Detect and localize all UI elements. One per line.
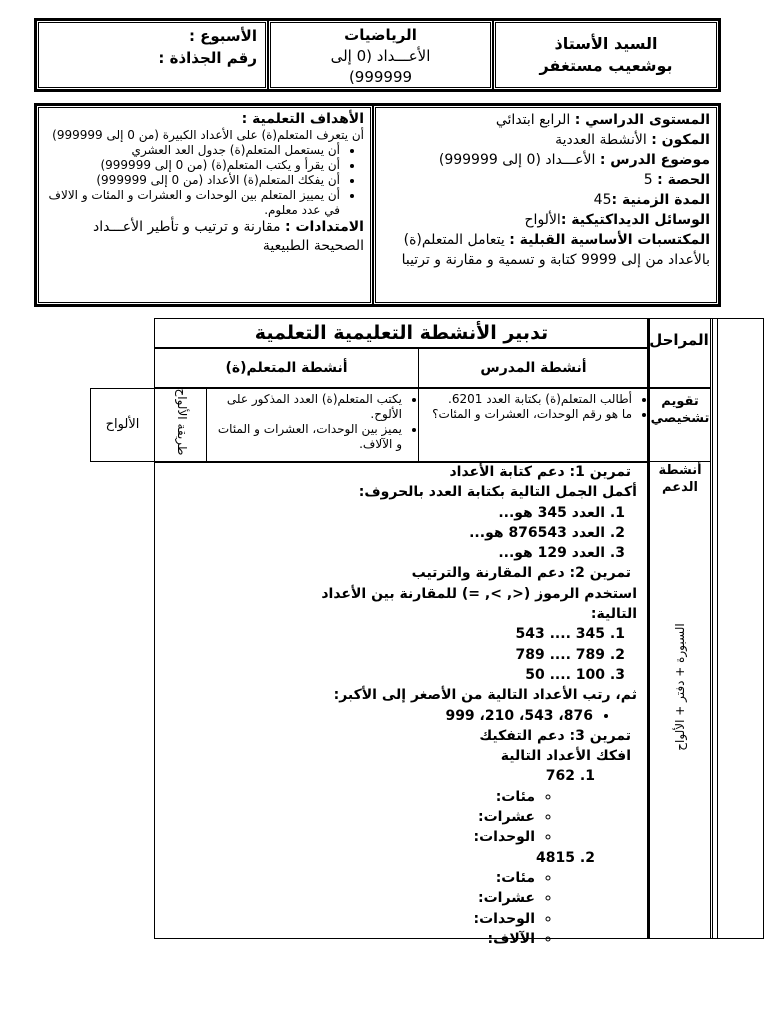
level-label: المستوى الدراسي : [574, 112, 710, 128]
prereq-label: المكتسبات الأساسية القبلية : [509, 232, 710, 248]
list-item: ◦ عشرات: [300, 888, 535, 908]
ex1-title: تمرين 1: دعم كتابة الأعداد [449, 464, 631, 480]
list-item [300, 766, 575, 847]
ex3-list [300, 766, 645, 949]
teacher-name: السيد الأستاذ بوشعيب مستغفر [493, 20, 719, 90]
learner-activities-row1 [206, 388, 419, 462]
tools-cell-row2 [650, 600, 710, 800]
ex2-instruction: استخدم الرموز (<, >, =) للمقارنة بين الأعداد التالية: [321, 585, 637, 623]
ex2-sequence [300, 706, 645, 726]
ex3-title: تمرين 3: دعم التفكيك [479, 727, 631, 744]
topic-label: موضوع الدرس : [599, 152, 710, 168]
week-cell [36, 20, 268, 90]
list-item: 1. 345 .... 543 [300, 624, 605, 644]
ex1-list [300, 503, 645, 564]
extensions-label: الامتدادات : [284, 219, 364, 235]
tools-value: الألواح [524, 212, 561, 228]
objectives-list [43, 143, 352, 218]
ex2-title: تمرين 2: دعم المقارنة والترتيب [411, 565, 631, 582]
ex3-instruction: افكك الأعداد التالية [500, 748, 631, 765]
prereq-value: يتعامل المتعلم(ة) بالأعداد من إلى 9999 كتابة و تسمية و مقارنة و ترتيبا [401, 232, 710, 268]
list-item: ◦ مئات: [300, 868, 535, 888]
subject: الرياضيات [344, 26, 417, 44]
ex3-number-1: 762 [545, 768, 575, 785]
component-value: الأنشطة العددية [555, 132, 647, 148]
subject-cell [268, 20, 493, 90]
duration-label: المدة الزمنية : [611, 192, 710, 208]
list-item: • يميز بين الوحدات، العشرات و المئات و الآلاف. [209, 422, 402, 452]
plan-title: تدبير الأنشطة التعليمية التعلمية [154, 318, 649, 348]
method-text: طريقة الألواح [175, 388, 189, 456]
list-item: ◦ عشرات: [300, 807, 535, 827]
ex3-number-2: 4815 [536, 849, 575, 866]
method-cell [154, 388, 207, 462]
lesson-info [373, 105, 719, 305]
list-item: • 876، 543، 210، 999 [300, 706, 593, 726]
support-content [300, 462, 649, 949]
ex1-instruction: أكمل الجمل التالية بكتابة العدد بالحروف: [358, 484, 637, 501]
list-item: • أن يمييز المتعلم بين الوحدات و العشرات و المئات و الالاف في عدد معلوم. [43, 188, 340, 218]
tools-cell-row1: الألواح [90, 388, 155, 462]
component-label: المكون : [651, 132, 710, 148]
stages-header: المراحل [649, 331, 709, 349]
teacher-activities-row1 [418, 388, 649, 462]
list-item: ◦ مئات: [300, 787, 535, 807]
sheet-number-label: رقم الجذاذة : [158, 49, 257, 67]
list-item: ◦ الآلاف: [300, 929, 535, 949]
lesson-title: الأعـــداد (0 إلى 999999) [330, 47, 431, 86]
objectives-title: الأهداف التعلمية : [241, 111, 364, 127]
objectives-box [36, 105, 373, 305]
list-item: 2. 789 .... 789 [300, 645, 605, 665]
list-item: • أن يستعمل المتعلم(ة) جدول العد العشري [43, 143, 340, 158]
topic-value: الأعـــداد (0 إلى 999999) [438, 152, 596, 168]
list-item: 3. 100 .... 50 [300, 665, 605, 685]
tools-text-row2: السبورة + دفتر + الألواح [673, 623, 687, 751]
list-item: • أطالب المتعلم(ة) بكتابة العدد 6201. [421, 392, 632, 407]
list-item: 1. العدد 345 هو... [300, 503, 605, 523]
list-item: • يكتب المتعلم(ة) العدد المذكور على الألوح. [209, 392, 402, 422]
duration-value: 45 [593, 192, 612, 208]
ex2-list [300, 624, 645, 685]
session-label: الحصة : [657, 172, 710, 188]
list-item: ◦ الوحدات: [300, 909, 535, 929]
learner-col-header: أنشطة المتعلم(ة) [154, 348, 419, 388]
list-item: • ما هو رقم الوحدات، العشرات و المئات؟ [421, 407, 632, 422]
objectives-intro: أن يتعرف المتعلم(ة) على الأعداد الكبيرة (من 0 إلى 999999) [52, 128, 364, 142]
week-label: الأسبوع : [188, 27, 257, 45]
list-item: 2. العدد 876543 هو... [300, 523, 605, 543]
tools-label: الوسائل الديداكتيكية : [560, 212, 710, 228]
ex2-instruction-2: ثم، رتب الأعداد التالية من الأصغر إلى الأكبر: [333, 687, 637, 704]
list-item: • أن يفكك المتعلم(ة) الأعداد (من 0 إلى 999999) [43, 173, 340, 188]
list-item [300, 848, 575, 949]
list-item: 3. العدد 129 هو... [300, 543, 605, 563]
list-item: ◦ الوحدات: [300, 827, 535, 847]
teacher-col-header: أنشطة المدرس [418, 348, 649, 388]
plan-right-inner [710, 318, 718, 939]
stages-header-box [649, 318, 711, 388]
list-item: • أن يقرأ و يكتب المتعلم(ة) (من 0 إلى 999999) [43, 158, 340, 173]
stage-support: أنشطة الدعم [658, 463, 702, 495]
extensions-value: مقارنة و ترتيب و تأطير الأعـــداد الصحيحة الطبيعية [92, 219, 364, 254]
session-value: 5 [643, 172, 653, 188]
stage-diagnostic: تقويم تشخيصي [649, 388, 711, 462]
level-value: الرابع ابتدائي [495, 112, 571, 128]
